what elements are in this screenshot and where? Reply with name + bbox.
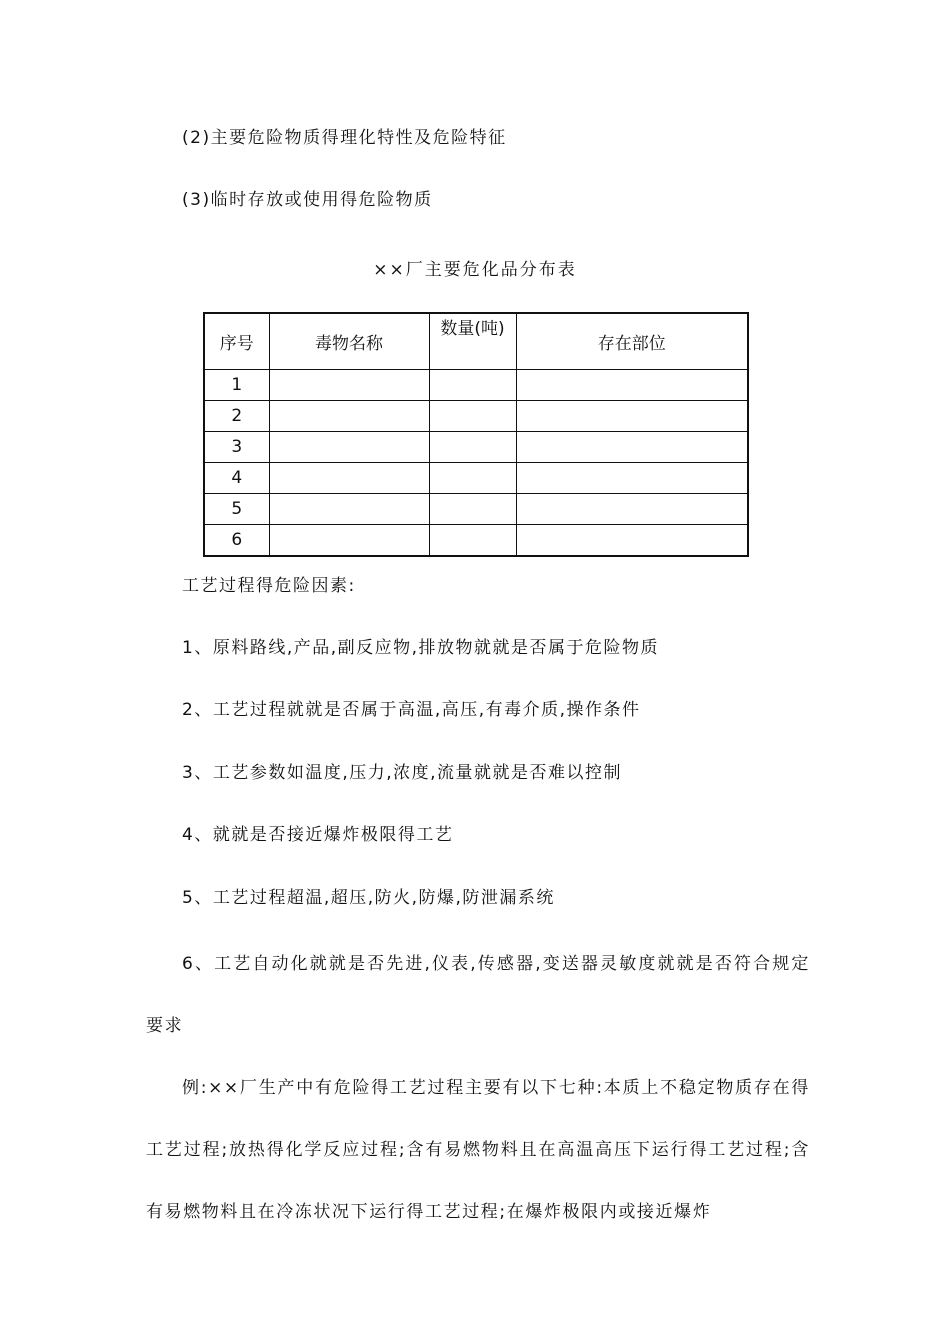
intro-line-2: (2)主要危险物质得理化特性及危险特征 [182, 128, 507, 148]
table-row [204, 494, 748, 525]
factor-4: 4、就就是否接近爆炸极限得工艺 [182, 825, 454, 845]
table-header-row [204, 313, 748, 370]
header-toxin-name: 毒物名称 [269, 313, 429, 370]
table-cell [269, 432, 429, 463]
table-row [204, 525, 748, 557]
table-cell [269, 463, 429, 494]
table-cell [516, 463, 748, 494]
table-title: ××厂主要危化品分布表 [373, 260, 577, 280]
table-cell [429, 401, 516, 432]
table-cell [429, 370, 516, 401]
table-cell [429, 463, 516, 494]
intro-line-3: (3)临时存放或使用得危险物质 [182, 190, 433, 210]
table-row [204, 463, 748, 494]
table-cell [429, 525, 516, 557]
table-cell [516, 432, 748, 463]
table-cell [429, 432, 516, 463]
table-cell [269, 525, 429, 557]
table-cell: 5 [204, 494, 269, 525]
header-location: 存在部位 [516, 313, 748, 370]
table-cell: 6 [204, 525, 269, 557]
table-row [204, 432, 748, 463]
table-cell: 3 [204, 432, 269, 463]
header-serial: 序号 [204, 313, 269, 370]
table-cell [516, 401, 748, 432]
factor-1: 1、原料路线,产品,副反应物,排放物就就是否属于危险物质 [182, 638, 660, 658]
table-cell: 1 [204, 370, 269, 401]
table-cell [516, 525, 748, 557]
table-cell [269, 370, 429, 401]
table-cell [429, 494, 516, 525]
table-cell [269, 401, 429, 432]
header-quantity: 数量(吨) [429, 313, 516, 370]
factor-5: 5、工艺过程超温,超压,防火,防爆,防泄漏系统 [182, 888, 555, 908]
table-cell [516, 370, 748, 401]
table-cell [269, 494, 429, 525]
factor-3: 3、工艺参数如温度,压力,浓度,流量就就是否难以控制 [182, 763, 623, 783]
table-cell: 4 [204, 463, 269, 494]
table-row [204, 370, 748, 401]
table-cell: 2 [204, 401, 269, 432]
table-cell [516, 494, 748, 525]
section-heading: 工艺过程得危险因素: [182, 576, 356, 596]
factor-2: 2、工艺过程就就是否属于高温,高压,有毒介质,操作条件 [182, 700, 641, 720]
factor-6: 6、工艺自动化就就是否先进,仪表,传感器,变送器灵敏度就就是否符合规定要求 [146, 954, 810, 1036]
example-paragraph: 例:××厂生产中有危险得工艺过程主要有以下七种:本质上不稳定物质存在得工艺过程;放热得化学反应过程;含有易燃物料且在高温高压下运行得工艺过程;含有易燃物料且在冷冻状况下运行得工艺过程;在爆炸极限内或接近爆炸 [146, 1078, 810, 1222]
hazmat-distribution-table [203, 312, 749, 557]
table-row [204, 401, 748, 432]
